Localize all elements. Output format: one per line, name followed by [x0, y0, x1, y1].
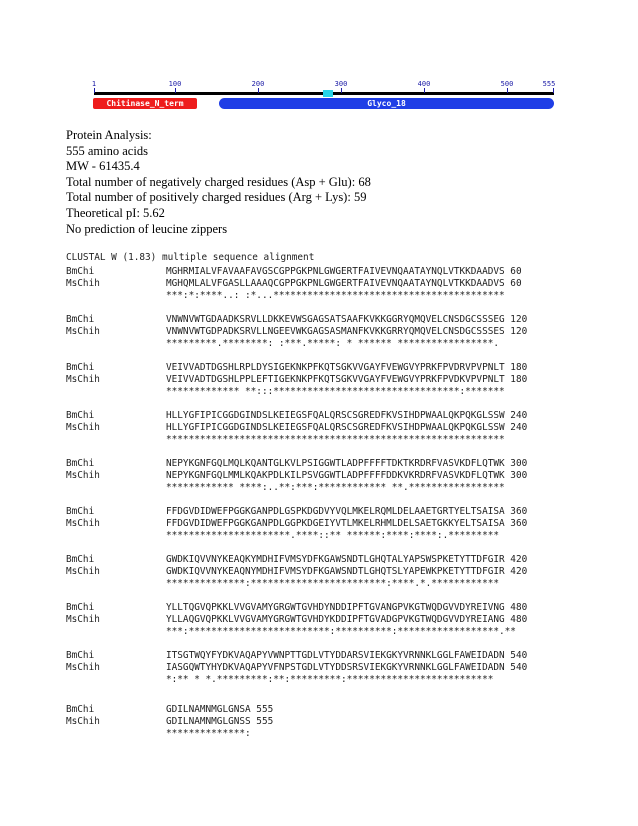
conservation-text: **************: [166, 728, 251, 739]
sequence-text: ITSGTWQYFYDKVAQAPYVWNPTTGDLVTYDDARSVIEKGKYVRNNKLGGLFAWEIDADN 540 [166, 650, 528, 661]
sequence-name: BmChi [66, 506, 95, 517]
conservation-text: ************ ****:..**:***:************ **.***************** [166, 482, 505, 493]
analysis-title: Protein Analysis: [66, 128, 152, 142]
ruler-tick [175, 88, 176, 93]
sequence-text: GWDKIQVVNYKEAQNYMDHIFVMSYDFKGAWSNDTLGHQTSLYAPEWKPKETYTTDFGIR 420 [166, 566, 528, 577]
sequence-name: BmChi [66, 458, 95, 469]
domain-glyco-18 [219, 98, 554, 109]
analysis-negative-residues: Total number of negatively charged residues (Asp + Glu): 68 [66, 174, 371, 189]
ruler-tick [553, 88, 554, 93]
sequence-name: MsChih [66, 518, 100, 529]
analysis-leucine-zipper: No prediction of leucine zippers [66, 221, 228, 236]
sequence-name: BmChi [66, 410, 95, 421]
sequence-name: BmChi [66, 362, 95, 373]
sequence-name: MsChih [66, 716, 100, 727]
sequence-text: FFDGVDIDWEFPGGKGANPDLGSPKDGDVYVQLMKELRQMLDELAAETGRTYELTSAISA 360 [166, 506, 528, 517]
analysis-positive-residues: Total number of positively charged residues (Arg + Lys): 59 [66, 190, 367, 205]
sequence-text: NEPYKGNFGQLMQLKQANTGLKVLPSIGGWTLADPFFFFTDKTKRDRFVASVKDFLQTWK 300 [166, 458, 528, 469]
ruler-tick [507, 88, 508, 93]
sequence-text: VEIVVADTDGSHLRPLDYSIGEKNKPFKQTSGKVVGAYFVEWGVYPRKFPVDRVPVPNLT 180 [166, 362, 528, 373]
conservation-text: ************* **:::*********************************:******* [166, 386, 505, 397]
analysis-mw: MW - 61435.4 [66, 159, 140, 174]
domain-map [86, 78, 558, 118]
domain-chitinase-n-term [93, 98, 197, 109]
clustal-alignment [66, 229, 528, 739]
sequence-name: BmChi [66, 650, 95, 661]
conservation-text: **************:************************:****.*.************ [166, 578, 500, 589]
sequence-name: MsChih [66, 422, 100, 433]
sequence-name: MsChih [66, 278, 100, 289]
sequence-text: GWDKIQVVNYKEAQKYMDHIFVMSYDFKGAWSNDTLGHQTALYAPSWSPKETYTTDFGIR 420 [166, 554, 528, 565]
sequence-text: VEIVVADTDGSHLPPLEFTIGEKNKPFKQTSGKVVGAYFVEWGVYPRKFPVDKVPVPNLT 180 [166, 374, 528, 385]
domain-label: Glyco_18 [367, 99, 406, 108]
ruler-label: 500 [500, 80, 514, 88]
sequence-text: MGHRMIALVFAVAAFAVGSCGPPGKPNLGWGERTFAIVEVNQAATAYNQLVTKKDAADVS 60 [166, 266, 522, 277]
sequence-text: GDILNAMNMGLGNSS 555 [166, 716, 274, 727]
sequence-name: BmChi [66, 704, 95, 715]
conservation-text: ************************************************************ [166, 434, 505, 445]
alignment-block [66, 650, 528, 705]
alignment-blocks [66, 266, 528, 739]
ruler-tick [258, 88, 259, 93]
sequence-text: NEPYKGNFGQLMMLKQAKPDLKILPSVGGWTLADPFFFFDDKVKRDRFVASVKDFLQTWK 300 [166, 470, 528, 481]
sequence-name: BmChi [66, 554, 95, 565]
sequence-text: YLLTQGVQPKKLVVGVAMYGRGWTGVHDYNDDIPFTGVANGPVKGTWQDGVVDYREIVNG 480 [166, 602, 528, 613]
sequence-text: VNWNVWTGDPADKSRVLLNGEEVWKGAGSASMANFKVKKGRRYQMQVELCNSDGCSSSES 120 [166, 326, 528, 337]
clustal-header: CLUSTAL W (1.83) multiple sequence alignment [66, 252, 315, 263]
sequence-text: VNWNVWTGDAADKSRVLLDKKEVWSGAGSATSAAFKVKKGGRYQMQVELCNSDGCSSSEG 120 [166, 314, 528, 325]
sequence-text: HLLYGFIPICGGDGINDSLKEIEGSFQALQRSCSGREDFKVSIHDPWAALQKPQKGLSSW 240 [166, 422, 528, 433]
sequence-name: MsChih [66, 662, 100, 673]
conservation-text: ***:*************************:**********:******************.** [166, 626, 516, 637]
sequence-name: MsChih [66, 566, 100, 577]
ruler-label: 200 [251, 80, 265, 88]
conservation-text: ***:*:****..: :*...***************************************** [166, 290, 505, 301]
sequence-name: MsChih [66, 374, 100, 385]
domain-label: Chitinase_N_term [106, 99, 184, 108]
ruler-tick [424, 88, 425, 93]
cyan-region-marker [323, 90, 333, 97]
sequence-name: MsChih [66, 326, 100, 337]
sequence-text: MGHQMLALVFGASLLAAAQCGPPGKPNLGWGERTFAIVEVNQAATAYNQLVTKKDAADVS 60 [166, 278, 522, 289]
sequence-text: FFDGVDIDWEFPGGKGANPDLGGPKDGEIYVTLMKELRHMLDELSAETGKKYELTSAISA 360 [166, 518, 528, 529]
protein-analysis [66, 128, 371, 237]
sequence-text: HLLYGFIPICGGDGINDSLKEIEGSFQALQRSCSGREDFKVSIHDPWAALQKPQKGLSSW 240 [166, 410, 528, 421]
sequence-name: MsChih [66, 470, 100, 481]
ruler-tick [94, 88, 95, 93]
ruler-tick [341, 88, 342, 93]
ruler-label: 100 [168, 80, 182, 88]
sequence-text: IASGQWTYHYDKVAQAPYVFNPSTGDLVTYDDSRSVIEKGKYVRNNKLGGLFAWEIDADN 540 [166, 662, 528, 673]
ruler-label: 400 [417, 80, 431, 88]
sequence-name: BmChi [66, 314, 95, 325]
ruler-label: 555 [542, 80, 556, 88]
analysis-length: 555 amino acids [66, 143, 148, 158]
sequence-name: BmChi [66, 266, 95, 277]
conservation-text: *********.********: :***.*****: * ****** *****************. [166, 338, 500, 349]
sequence-name: BmChi [66, 602, 95, 613]
analysis-pi: Theoretical pI: 5.62 [66, 205, 165, 220]
ruler-label: 300 [334, 80, 348, 88]
sequence-text: YLLAQGVQPKKLVVGVAMYGRGWTGVHDYKDDIPFTGVADGPVKGTWQDGVVDYREIANG 480 [166, 614, 528, 625]
ruler-label: 1 [91, 80, 97, 88]
conservation-text: *:** * *.*********:**:*********:************************** [166, 674, 494, 685]
alignment-block [66, 704, 274, 759]
sequence-name: MsChih [66, 614, 100, 625]
conservation-text: **********************.****::** ******:****:****:.********* [166, 530, 500, 541]
sequence-text: GDILNAMNMGLGNSA 555 [166, 704, 274, 715]
